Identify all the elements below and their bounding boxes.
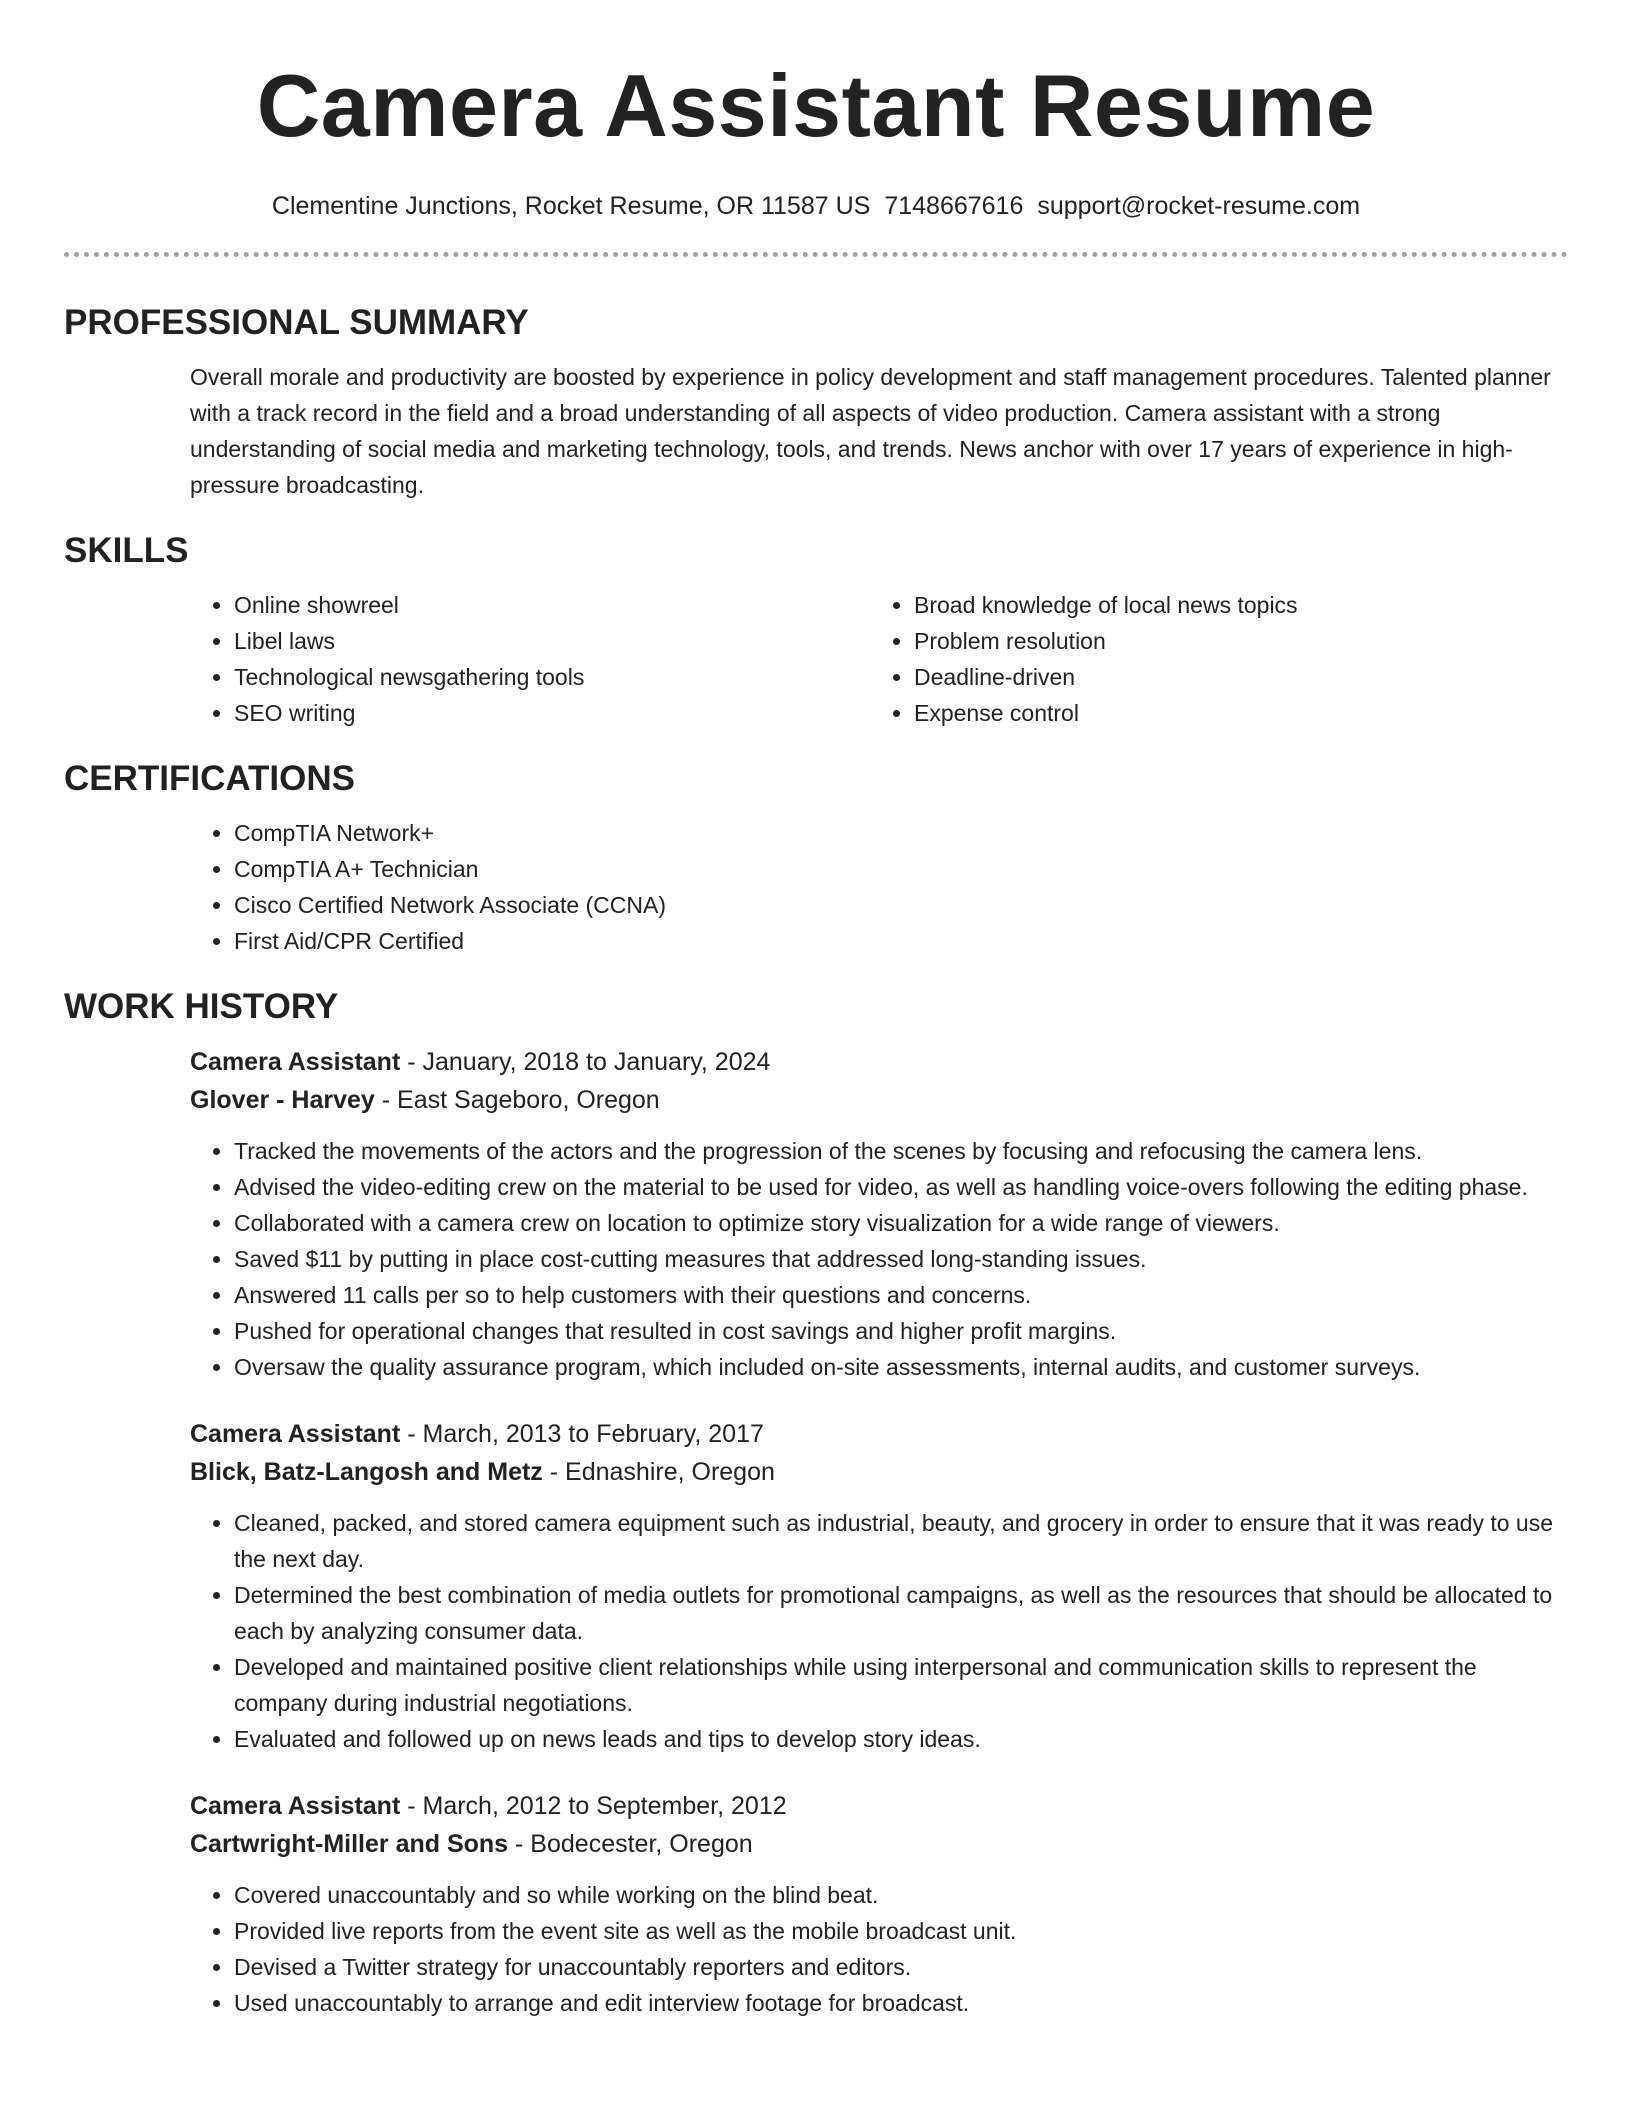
job-company: Cartwright-Miller and Sons — [190, 1830, 509, 1858]
job-company: Blick, Batz-Langosh and Metz — [190, 1458, 543, 1486]
job-bullet: • Advised the video-editing crew on the material to be used for video, as well as handling voice-overs following the editing phase. — [234, 1169, 1568, 1205]
summary-body — [190, 359, 1568, 503]
job-company-line — [190, 1081, 1568, 1119]
certifications-body — [190, 815, 1568, 959]
skill-item: • Deadline-driven — [914, 659, 1550, 695]
work-history-body — [190, 1043, 1568, 2021]
job-bullet: • Evaluated and followed up on news leads and tips to develop story ideas. — [234, 1721, 1568, 1757]
job-bullet: • Oversaw the quality assurance program, which included on-site assessments, internal audits, and customer surveys. — [234, 1349, 1568, 1385]
skill-item: • SEO writing — [234, 695, 870, 731]
certifications-heading: CERTIFICATIONS — [64, 759, 356, 798]
contact-phone: 7148667616 — [884, 192, 1024, 220]
certification-item: • First Aid/CPR Certified — [234, 923, 1568, 959]
job-role: Camera Assistant — [190, 1048, 401, 1076]
job-bullet: • Pushed for operational changes that resulted in cost savings and higher profit margins. — [234, 1313, 1568, 1349]
work-history-heading: WORK HISTORY — [64, 987, 339, 1026]
job-company: Glover - Harvey — [190, 1086, 375, 1114]
job-bullet: • Saved $11 by putting in place cost-cutting measures that addressed long-standing issues. — [234, 1241, 1568, 1277]
summary-section — [64, 301, 1568, 503]
job-bullet: • Answered 11 calls per so to help customers with their questions and concerns. — [234, 1277, 1568, 1313]
job-dates: - January, 2018 to January, 2024 — [400, 1048, 771, 1076]
summary-text: Overall morale and productivity are boosted by experience in policy development and staff management procedures. Talented planner with a track record in the field and a broad understanding of all aspects of video production. Camera assistant with a strong understanding of social media and marketing technology, tools, and trends. News anchor with over 17 years of experience in high-pressure broadcasting. — [190, 364, 1551, 498]
resume-title: Camera Assistant Resume — [256, 56, 1376, 155]
certification-item: • CompTIA Network+ — [234, 815, 1568, 851]
job-bullet: • Cleaned, packed, and stored camera equipment such as industrial, beauty, and grocery in order to ensure that it was ready to use the next day. — [234, 1505, 1568, 1577]
job-bullet: • Devised a Twitter strategy for unaccountably reporters and editors. — [234, 1949, 1568, 1985]
contact-line — [64, 190, 1568, 222]
header-divider — [64, 252, 1568, 257]
certification-item: • Cisco Certified Network Associate (CCNA) — [234, 887, 1568, 923]
job-bullet: • Tracked the movements of the actors and the progression of the scenes by focusing and refocusing the camera lens. — [234, 1133, 1568, 1169]
skill-item: • Online showreel — [234, 587, 870, 623]
skill-item: • Problem resolution — [914, 623, 1550, 659]
certifications-section — [64, 757, 1568, 959]
job-bullet: • Provided live reports from the event site as well as the mobile broadcast unit. — [234, 1913, 1568, 1949]
skill-item: • Technological newsgathering tools — [234, 659, 870, 695]
job-location: - East Sageboro, Oregon — [374, 1086, 660, 1114]
skills-column-left — [190, 587, 870, 731]
certification-item: • CompTIA A+ Technician — [234, 851, 1568, 887]
job-company-line — [190, 1453, 1568, 1491]
skills-heading: SKILLS — [64, 531, 189, 570]
job-location: - Bodecester, Oregon — [508, 1830, 753, 1858]
summary-heading: PROFESSIONAL SUMMARY — [64, 303, 529, 342]
skills-section — [64, 529, 1568, 731]
skill-item: • Expense control — [914, 695, 1550, 731]
job-bullet: • Developed and maintained positive client relationships while using interpersonal and communication skills to represent the company during industrial negotiations. — [234, 1649, 1568, 1721]
job-role: Camera Assistant — [190, 1792, 401, 1820]
job-bullet: • Collaborated with a camera crew on location to optimize story visualization for a wide range of viewers. — [234, 1205, 1568, 1241]
skills-grid — [190, 587, 1568, 731]
skills-column-right — [870, 587, 1550, 731]
job-bullet: • Determined the best combination of media outlets for promotional campaigns, as well as the resources that should be allocated to each by analyzing consumer data. — [234, 1577, 1568, 1649]
job-role: Camera Assistant — [190, 1420, 401, 1448]
skill-item: • Broad knowledge of local news topics — [914, 587, 1550, 623]
job-entry — [190, 1043, 1568, 1385]
job-entry — [190, 1787, 1568, 2021]
job-dates: - March, 2013 to February, 2017 — [400, 1420, 764, 1448]
job-bullet: • Covered unaccountably and so while working on the blind beat. — [234, 1877, 1568, 1913]
skill-item: • Libel laws — [234, 623, 870, 659]
job-entry — [190, 1415, 1568, 1757]
job-company-line — [190, 1825, 1568, 1863]
job-title-line — [190, 1043, 1568, 1081]
contact-address: Clementine Junctions, Rocket Resume, OR 11587 US — [271, 192, 871, 220]
job-dates: - March, 2012 to September, 2012 — [400, 1792, 787, 1820]
job-location: - Ednashire, Oregon — [542, 1458, 775, 1486]
job-title-line — [190, 1787, 1568, 1825]
contact-email: support@rocket-resume.com — [1037, 192, 1361, 220]
work-history-section — [64, 985, 1568, 2021]
job-title-line — [190, 1415, 1568, 1453]
job-bullet: • Used unaccountably to arrange and edit interview footage for broadcast. — [234, 1985, 1568, 2021]
